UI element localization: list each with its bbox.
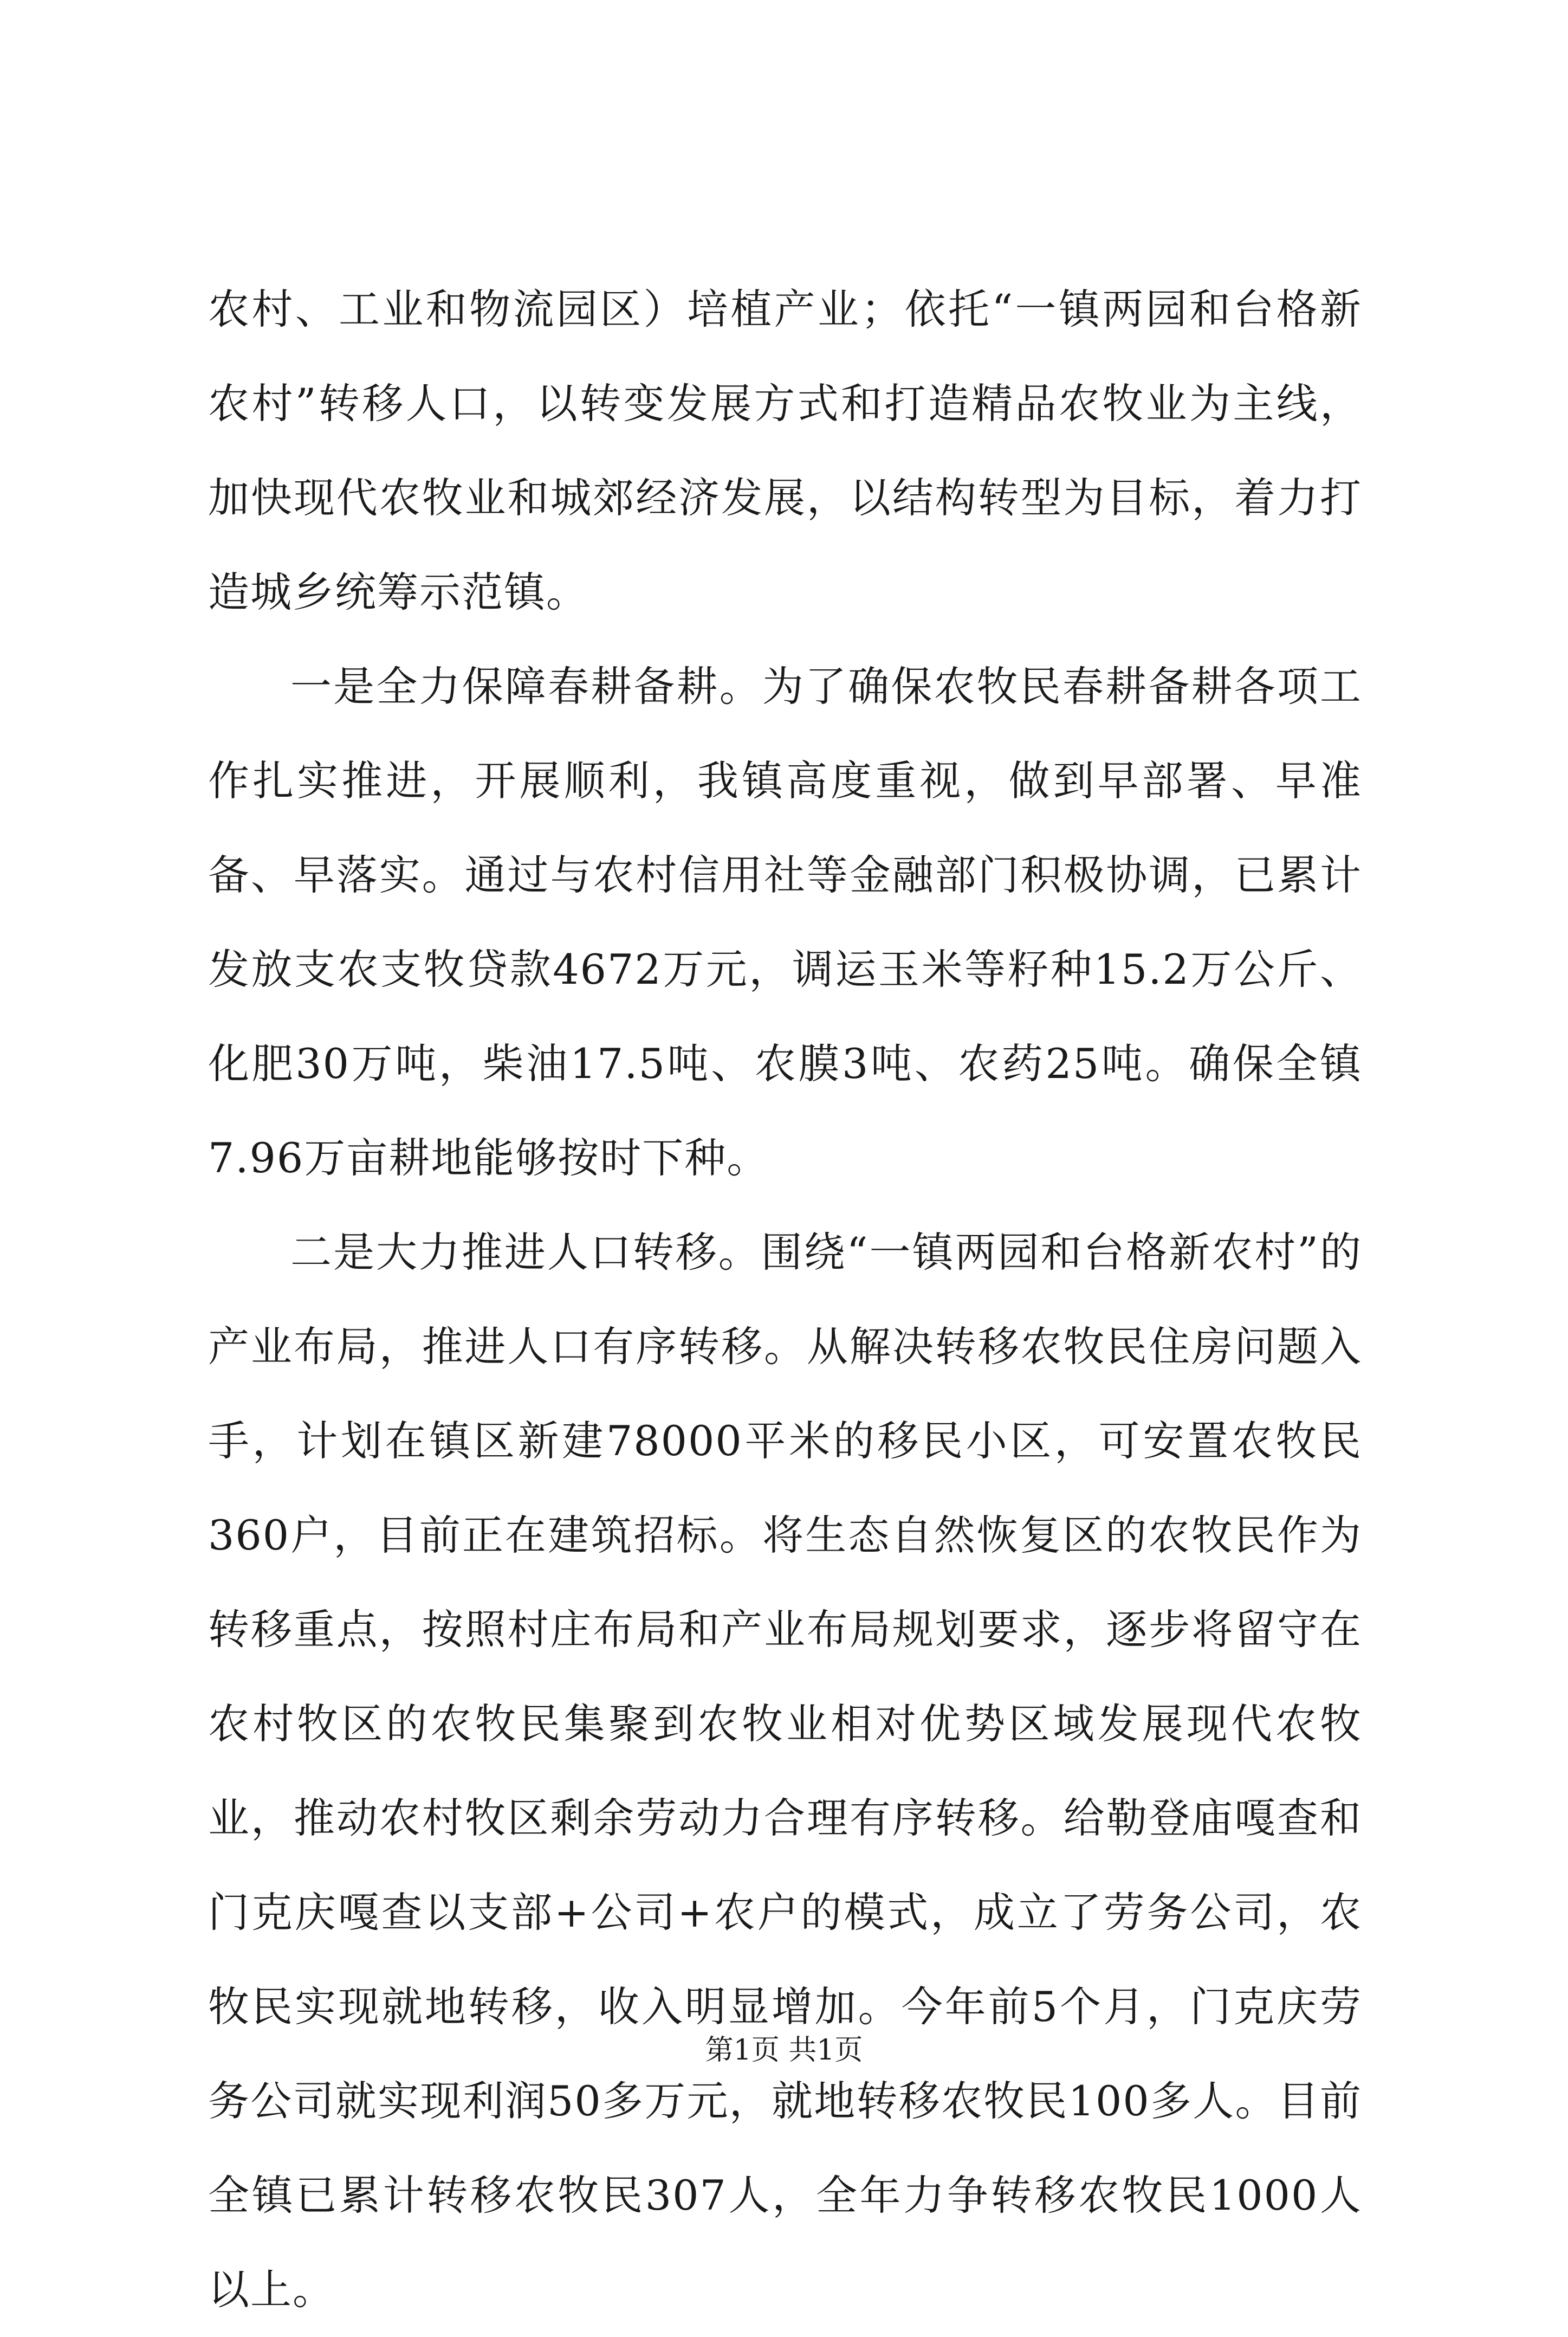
page-footer: 第1页 共1页 bbox=[705, 2034, 863, 2067]
document-body bbox=[208, 262, 1362, 2337]
paragraph-population-transfer: 二是大力推进人口转移。围绕“一镇两园和台格新农村”的产业布局，推进人口有序转移。从解决转移农牧民住房问题入手，计划在镇区新建78000平米的移民小区，可安置农牧民360户，目前正在建筑招标。将生态自然恢复区的农牧民作为转移重点，按照村庄布局和产业布局规划要求，逐步将留守在农村牧区的农牧民集聚到农牧业相对优势区域发展现代农牧业，推动农村牧区剩余劳动力合理有序转移。给勒登庙嘎查和门克庆嘎查以支部+公司+农户的模式，成立了劳务公司，农牧民实现就地转移，收入明显增加。今年前5个月，门克庆劳务公司就实现利润50多万元，就地转移农牧民100多人。目前全镇已累计转移农牧民307人，全年力争转移农牧民1000人以上。 bbox=[208, 1228, 1362, 2314]
paragraph-continuation: 农村、工业和物流园区）培植产业；依托“一镇两园和台格新农村”转移人口，以转变发展方式和打造精品农牧业为主线，加快现代农牧业和城郊经济发展，以结构转型为目标，着力打造城乡统筹示范镇。 bbox=[208, 285, 1362, 616]
paragraph-spring-plowing: 一是全力保障春耕备耕。为了确保农牧民春耕备耕各项工作扎实推进，开展顺利，我镇高度重视，做到早部署、早准备、早落实。通过与农村信用社等金融部门积极协调，已累计发放支农支牧贷款4672万元，调运玉米等籽种15.2万公斤、化肥30万吨，柴油17.5吨、农膜3吨、农药25吨。确保全镇7.96万亩耕地能够按时下种。 bbox=[208, 662, 1362, 1182]
